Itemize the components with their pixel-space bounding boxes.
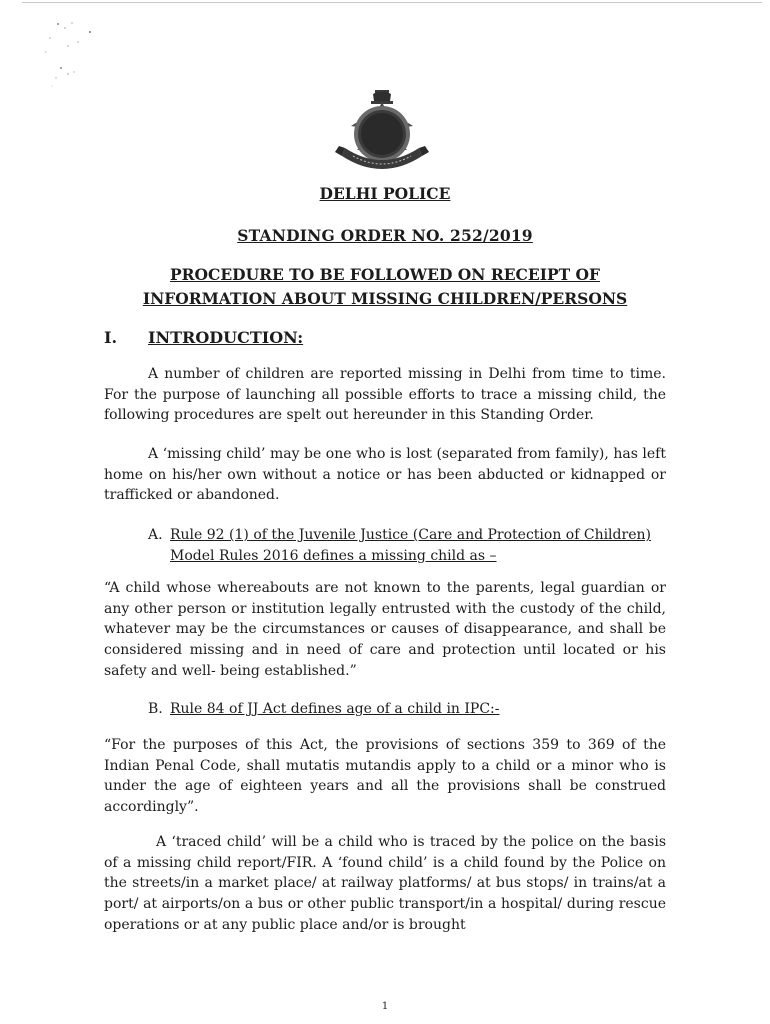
procedure-title-line2: INFORMATION ABOUT MISSING CHILDREN/PERSONS	[142, 289, 628, 308]
order-title: STANDING ORDER NO. 252/2019	[237, 226, 533, 245]
missing-child-paragraph: A ‘missing child’ may be one who is lost (separated from family), has left home on his/her own without a notice or has been abducted or kidnapped or trafficked or abandoned.	[104, 446, 666, 504]
delhi-police-emblem-icon	[327, 88, 437, 180]
definition-quote: “A child whose whereabouts are not known to the parents, legal guardian or any other person or institution legally entrusted with the custody of the child, whatever may be the circumstances or causes of disappearance, and shall be considered missing and in need of care and protection until located or his safety and well- being established.”	[104, 580, 666, 679]
rule-b-text: Rule 84 of JJ Act defines age of a child in IPC:-	[170, 701, 500, 717]
rule-a	[148, 525, 668, 566]
scan-specks	[28, 18, 108, 98]
intro-paragraph: A number of children are reported missing in Delhi from time to time. For the purpose of launching all possible efforts to trace a missing child, the following procedures are spelt out hereunder in this Standing Order.	[104, 366, 666, 424]
org-title: DELHI POLICE	[319, 184, 451, 203]
procedure-title-line1: PROCEDURE TO BE FOLLOWED ON RECEIPT OF	[169, 265, 601, 284]
section-number: I.	[104, 328, 118, 347]
section-title: INTRODUCTION:	[148, 328, 304, 347]
rule-b	[148, 699, 668, 720]
ipc-quote: “For the purposes of this Act, the provisions of sections 359 to 369 of the Indian Penal Code, shall mutatis mutandis apply to a child or a minor who is under the age of eighteen years and all the provisions shall be construed accordingly”.	[104, 737, 666, 816]
procedure-title	[0, 263, 770, 311]
rule-a-text: Rule 92 (1) of the Juvenile Justice (Care and Protection of Children) Model Rules 2016 defines a missing child as –	[170, 527, 651, 564]
rule-a-letter: A.	[148, 527, 163, 543]
page-number: 1	[381, 1001, 389, 1012]
scan-edge-line	[22, 2, 762, 3]
rule-b-letter: B.	[148, 701, 163, 717]
traced-child-paragraph: A ‘traced child’ will be a child who is traced by the police on the basis of a missing child report/FIR. A ‘found child’ is a child found by the Police on the streets/in a market place/ at railway platforms/ at bus stops/ in trains/at a port/ at airports/on a bus or other public transport/in a hospital/ during rescue operations or at any public place and/or is brought	[104, 834, 666, 933]
